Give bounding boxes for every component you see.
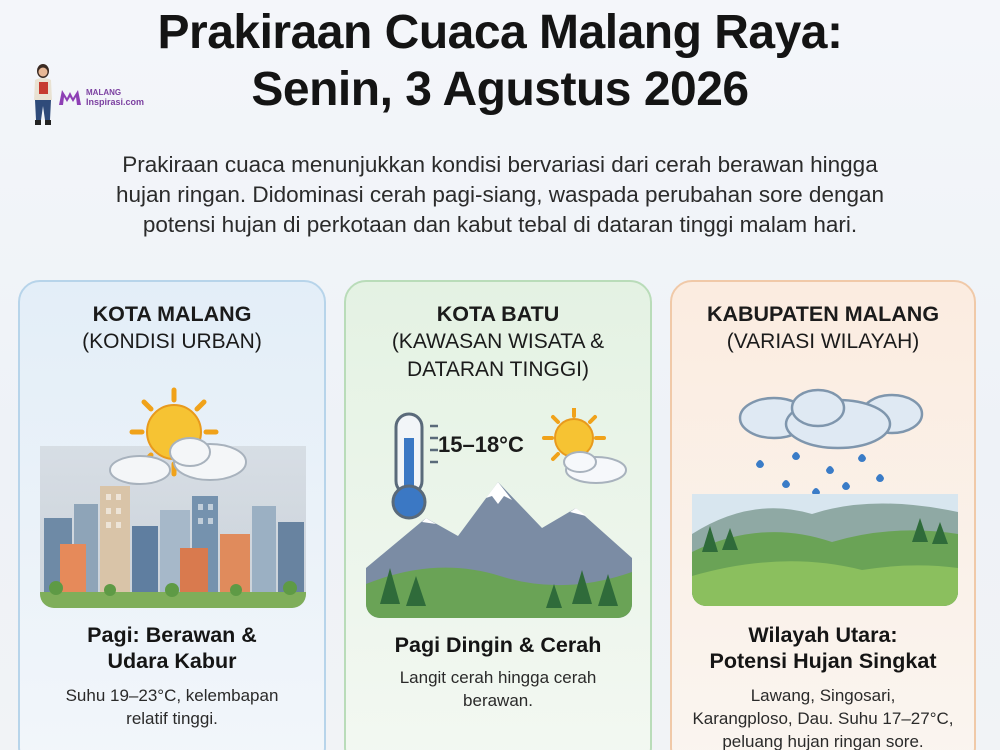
brand-logo (28, 62, 146, 130)
title-line-2: Senin, 3 Agustus 2026 (251, 63, 749, 116)
card-description (346, 666, 650, 712)
card-subtitle-line-2: DATARAN TINGGI) (406, 358, 589, 381)
card-text-line-2: berawan. (463, 691, 533, 710)
card-heading-line-2: Potensi Hujan Singkat (709, 649, 937, 673)
card-heading-line-1: Pagi: Berawan & (87, 623, 257, 647)
card-heading (672, 622, 974, 674)
card-heading-line-1: Pagi Dingin & Cerah (394, 633, 602, 657)
card-heading (20, 622, 324, 674)
intro-paragraph (40, 150, 960, 240)
title-line-1: Prakiraan Cuaca Malang Raya: (157, 6, 843, 59)
card-subtitle-line-1: (KAWASAN WISATA & (391, 330, 605, 353)
brand-name-top: MALANG (86, 88, 122, 97)
sun-cloud-city-icon (40, 386, 306, 608)
card-heading-line-2: Udara Kabur (107, 649, 237, 673)
card-description (20, 684, 324, 730)
card-subtitle: (VARIASI WILAYAH) (726, 330, 920, 353)
brand-name-bottom: Inspirasi.com (86, 97, 145, 107)
person-illustration-icon (28, 62, 58, 128)
card-heading (346, 632, 650, 658)
card-title: KOTA BATU (436, 302, 560, 326)
card-title: KOTA MALANG (92, 302, 252, 326)
intro-line-3: potensi hujan di perkotaan dan kabut tebal di dataran tinggi malam hari. (142, 212, 858, 237)
card-heading-line-1: Wilayah Utara: (748, 623, 898, 647)
card-subtitle: (KONDISI URBAN) (82, 330, 262, 353)
m-logo-icon (58, 88, 82, 106)
intro-line-1: Prakiraan cuaca menunjukkan kondisi bervariasi dari cerah berawan hingga (122, 152, 878, 177)
card-kabupaten-malang (670, 280, 976, 750)
card-header (346, 300, 650, 384)
card-description (672, 684, 974, 750)
card-kota-batu (344, 280, 652, 750)
card-header (20, 300, 324, 356)
card-header (672, 300, 974, 356)
intro-line-2: hujan ringan. Didominasi cerah pagi-siang, waspada perubahan sore dengan (115, 182, 885, 207)
page-title (0, 4, 1000, 118)
card-text-line-3: peluang hujan ringan sore. (722, 732, 924, 750)
rain-cloud-hills-icon (692, 384, 958, 606)
card-text-line-2: relatif tinggi. (126, 709, 218, 728)
card-text-line-1: Lawang, Singosari, (750, 686, 896, 705)
temperature-label: 15–18°C (438, 432, 524, 457)
card-text-line-1: Suhu 19–23°C, kelembapan (65, 686, 279, 705)
card-text-line-1: Langit cerah hingga cerah (399, 668, 597, 687)
card-kota-malang (18, 280, 326, 750)
card-text-line-2: Karangploso, Dau. Suhu 17–27°C, (692, 709, 954, 728)
card-title: KABUPATEN MALANG (706, 302, 940, 326)
